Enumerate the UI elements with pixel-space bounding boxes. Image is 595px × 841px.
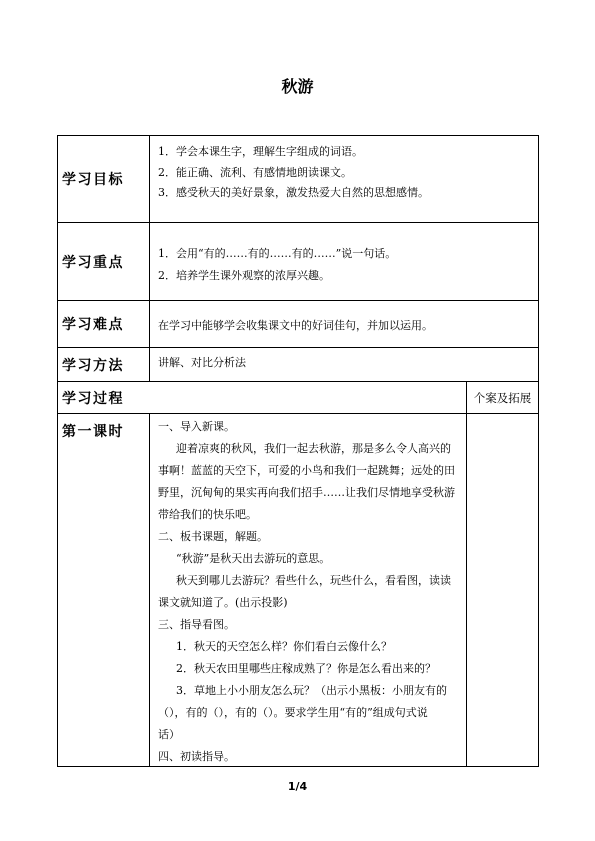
lesson-line: 野里，沉甸甸的果实再向我们招手……让我们尽情地享受秋游 — [158, 486, 455, 499]
lesson-plan-table — [57, 135, 539, 767]
lesson-line: 一、导入新课。 — [158, 420, 235, 433]
difficulties-row — [58, 301, 538, 348]
lesson-line: 迎着凉爽的秋风，我们一起去秋游，那是多么令人高兴的 — [176, 442, 451, 455]
lesson-line: 事啊！蓝蓝的天空下，可爱的小鸟和我们一起跳舞；远处的田 — [158, 464, 455, 477]
difficulties-label: 学习难点 — [58, 301, 150, 347]
side-notes-header: 个案及拓展 — [473, 390, 532, 405]
page-number: 1/4 — [287, 780, 308, 793]
lesson-line: 三、指导看图。 — [158, 618, 235, 631]
side-notes-cell — [467, 414, 538, 766]
difficulties-content — [150, 301, 538, 347]
objective-line: 3．感受秋天的美好景象，激发热爱大自然的思想感情。 — [158, 186, 429, 199]
lesson-line: 2．秋天农田里哪些庄稼成熟了？你是怎么看出来的？ — [176, 662, 436, 675]
method-line: 讲解、对比分析法 — [158, 356, 246, 369]
lesson-line: 秋天到哪儿去游玩？看些什么，玩些什么，看看图，读读 — [176, 574, 451, 587]
lesson-line: 二、板书课题，解题。 — [158, 530, 268, 543]
key-points-content — [150, 223, 538, 300]
lesson-line: 带给我们的快乐吧。 — [158, 508, 257, 521]
key-points-row — [58, 223, 538, 301]
key-points-label: 学习重点 — [58, 223, 150, 300]
process-label: 学习过程 — [58, 382, 467, 413]
lesson-line: 3．草地上小小朋友怎么玩？（出示小黑板：小朋友有的 — [176, 684, 447, 697]
lesson-line: “秋游”是秋天出去游玩的意思。 — [176, 552, 331, 565]
lesson-line: 四、初读指导。 — [158, 750, 235, 763]
objectives-row — [58, 136, 538, 223]
methods-label: 学习方法 — [58, 348, 150, 381]
objectives-label: 学习目标 — [58, 136, 150, 222]
first-lesson-content — [150, 414, 467, 766]
lesson-line: 课文就知道了。(出示投影) — [158, 596, 288, 609]
methods-content — [150, 348, 538, 381]
key-point-line: 2．培养学生课外观察的浓厚兴趣。 — [158, 269, 330, 282]
lesson-line: 话） — [158, 728, 180, 741]
process-header-row — [58, 382, 538, 414]
first-lesson-label: 第一课时 — [58, 414, 150, 766]
first-lesson-row — [58, 414, 538, 766]
key-point-line: 1．会用“有的……有的……有的……”说一句话。 — [158, 247, 397, 260]
objective-line: 1．学会本课生字，理解生字组成的词语。 — [158, 145, 363, 158]
difficulty-line: 在学习中能够学会收集课文中的好词佳句，并加以运用。 — [158, 319, 433, 332]
methods-row — [58, 348, 538, 382]
lesson-line: 1．秋天的天空怎么样？你们看白云像什么？ — [176, 640, 392, 653]
objectives-content — [150, 136, 538, 222]
lesson-line: （），有的（），有的（）。要求学生用“有的”组成句式说 — [158, 706, 428, 719]
page-title: 秋游 — [281, 77, 314, 96]
objective-line: 2．能正确、流利、有感情地朗读课文。 — [158, 165, 352, 179]
